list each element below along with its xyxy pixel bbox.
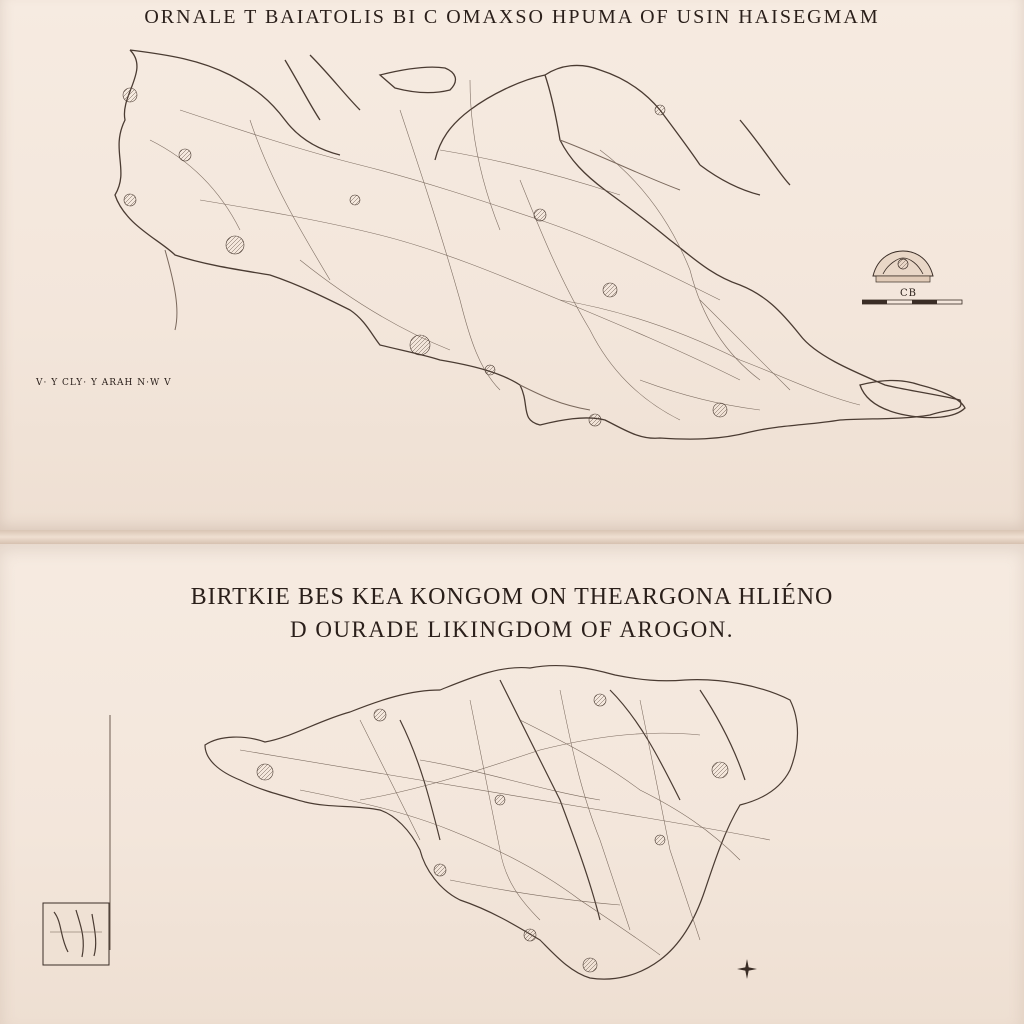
upper-map-title: ORNALE T BAIATOLIS BI C OMAXSO HPUMA OF USIN HAISEGMAM — [144, 6, 880, 28]
scale-label: CB — [900, 288, 917, 299]
lower-region-outline — [205, 666, 798, 980]
compass-rose-icon — [736, 958, 758, 980]
lower-map-subtitle: D OURADE LIKINGDOM OF AROGON. — [289, 617, 735, 642]
cartouche-icon — [868, 246, 938, 286]
upper-rivers — [165, 140, 680, 410]
upper-towns — [123, 88, 727, 426]
upper-roads — [150, 80, 860, 420]
lower-towns — [257, 694, 728, 972]
lower-map-title: BIRTKIE BES KEA KONGOM ON THEARGONA HLIÉNO — [190, 584, 834, 610]
scale-bar-icon — [862, 298, 966, 306]
lower-roads — [240, 690, 770, 955]
upper-map-section-heading: V· Y CLY· Y ARAH N·W V — [36, 378, 172, 388]
inset-map-icon — [42, 902, 110, 966]
